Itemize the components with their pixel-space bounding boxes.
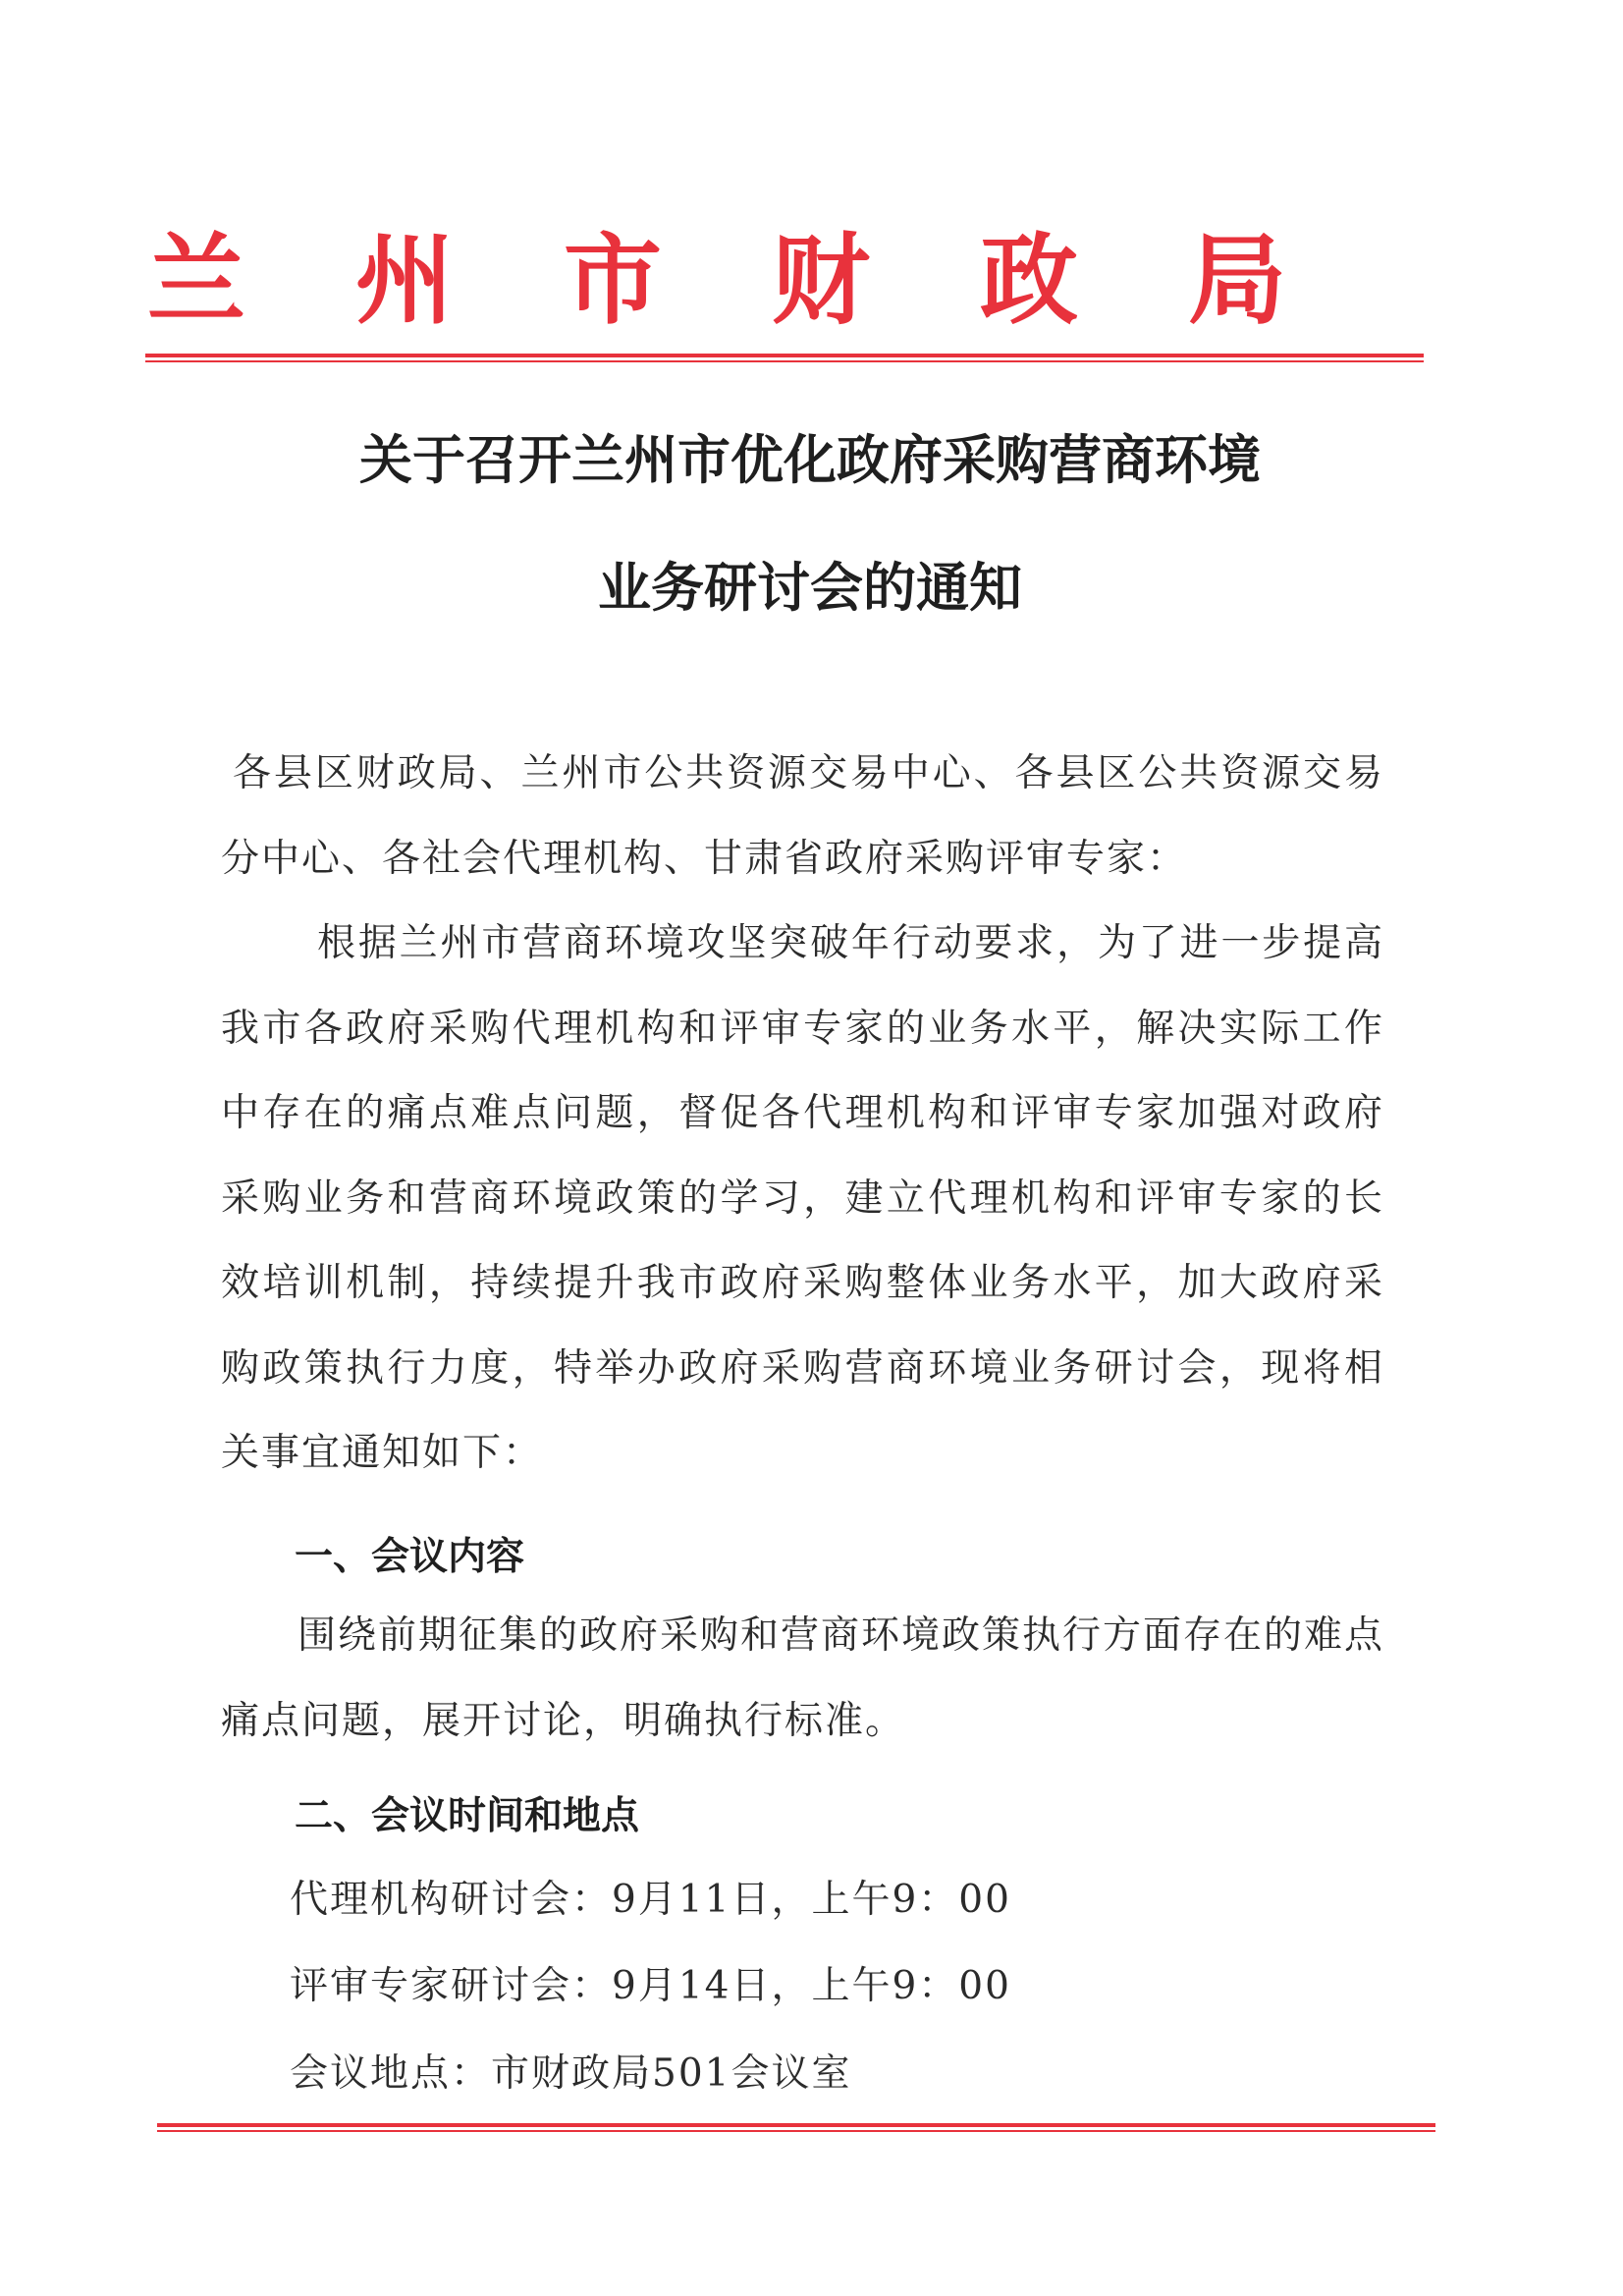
document-title-line-2: 业务研讨会的通知 [598, 556, 1022, 619]
footer-red-divider [157, 2123, 1435, 2133]
meeting-location: 会议地点：市财政局501会议室 [290, 2051, 852, 2096]
masthead-issuer-name [147, 221, 1286, 339]
masthead-char: 政 [980, 222, 1078, 338]
divider-thick-line [145, 354, 1424, 357]
section-heading-content: 一、会议内容 [295, 1535, 525, 1579]
divider-thin-line [157, 2130, 1435, 2132]
divider-thick-line [157, 2123, 1435, 2127]
addressee: 各县区财政局、兰州市公共资源交易中心、各县区公共资源交易分中心、各社会代理机构、甘肃省政府采购评审专家： [221, 751, 1384, 881]
section-heading-time-place: 二、会议时间和地点 [295, 1794, 640, 1838]
intro-paragraph: 根据兰州市营商环境攻坚突破年行动要求，为了进一步提高我市各政府采购代理机构和评审专家的业务水平，解决实际工作中存在的痛点难点问题，督促各代理机构和评审专家加强对政府采购业务和营商环境政策的学习，建立代理机构和评审专家的长效培训机制，持续提升我市政府采购整体业务水平，加大政府采购政策执行力度，特举办政府采购营商环境业务研讨会，现将相关事宜通知如下： [221, 921, 1384, 1475]
masthead-char: 兰 [147, 222, 245, 338]
section-content-paragraph: 围绕前期征集的政府采购和营商环境政策执行方面存在的难点痛点问题，展开讨论，明确执行标准。 [221, 1613, 1385, 1743]
masthead-char: 财 [772, 222, 870, 338]
divider-thin-line [145, 360, 1424, 362]
document-title-line-1: 关于召开兰州市优化政府采购营商环境 [359, 428, 1261, 491]
masthead-char: 市 [564, 222, 662, 338]
masthead-char: 局 [1188, 222, 1286, 338]
expert-seminar-time: 评审专家研讨会：9月14日，上午9：00 [290, 1964, 1011, 2008]
masthead-red-divider [145, 354, 1424, 363]
masthead-char: 州 [355, 222, 454, 338]
agency-seminar-time: 代理机构研讨会：9月11日，上午9：00 [290, 1878, 1011, 1922]
